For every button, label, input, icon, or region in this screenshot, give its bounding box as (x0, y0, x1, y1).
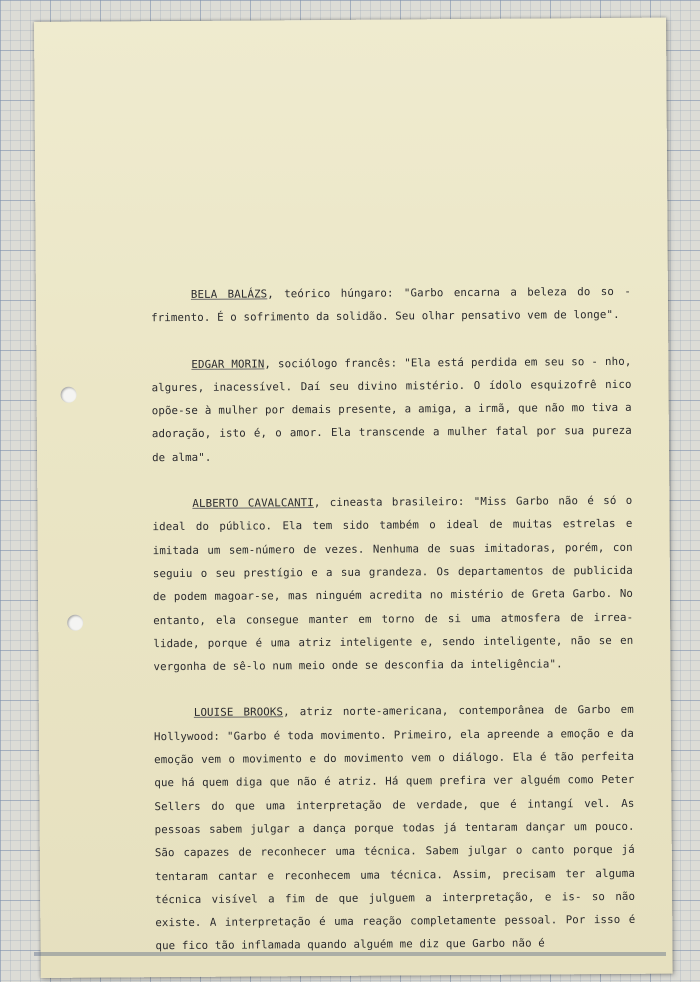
punch-hole (67, 615, 83, 631)
quote-paragraph-brooks (154, 698, 636, 958)
quote-paragraph-balazs (151, 280, 631, 330)
quote-text: , cineasta brasileiro: "Miss Garbo não é só o ideal do público. Ela tem sido também o ideal de muitas estrelas e imitada um sem-número de vezes. Nenhuma de suas imitadoras, porém, con seguiu o seu prestígio e a sua grandeza. Os departamentos de publicida de podem magoar-se, mas ninguém acredita no mistério de Greta Garbo. No entanto, ela consegue manter em torno de si uma atmosfera de irrea- lidade, porque é uma atriz inteligente e, sendo inteligente, não se en vergonha de sê-lo num meio onde se desconfia da inteligência". (152, 493, 634, 674)
author-name: LOUISE BROOKS (193, 705, 284, 720)
author-name: ALBERTO CAVALCANTI (192, 496, 314, 510)
author-name: BELA BALÁZS (190, 287, 268, 301)
quote-paragraph-morin (151, 349, 632, 469)
author-name: EDGAR MORIN (191, 356, 265, 371)
quote-text: , atriz norte-americana, contemporânea de Garbo em Hollywood: "Garbo é toda movimento. Primeiro, ela apreende a emoção e da emoção vem o movimento e do movimento vem o diálogo. Ela é tão perfeita que há quem diga que não é atriz. Há quem prefira ver alguém como Peter Sellers do que uma interpretação de verdade, que é intangí vel. As pessoas sabem julgar a dança porque todas já tentaram dançar um pouco. São capazes de reconhecer uma técnica. Sabem julgar o canto porque já tentaram cantar e reconhecem uma técnica. Assim, precisam ter alguma técnica visível a fim de que julguem a interpretação, e is- so não existe. A interpretação é uma reação completamente pessoal. Por isso é que fico tão inflamada quando alguém me diz que Garbo não é (153, 703, 636, 953)
quote-text: , sociólogo francês: "Ela está perdida em seu so - nho, algures, inacessível. Daí seu divino mistério. O ídolo esquizofrê nico opõe-se à mulher por demais presente, a amiga, a irmã, que não mo tiva a adoração, isto é, o amor. Ela transcende a mulher fatal por sua pureza de alma". (151, 354, 632, 464)
quote-text: , teórico húngaro: "Garbo encarna a beleza do so - frimento. É o sofrimento da solidão. Seu olhar pensativo vem de longe". (151, 284, 631, 325)
quote-paragraph-cavalcanti (152, 489, 633, 679)
grid-binding-strip (34, 952, 666, 956)
typewritten-page (34, 18, 673, 978)
typed-text-block (151, 280, 636, 981)
punch-hole (61, 387, 77, 403)
